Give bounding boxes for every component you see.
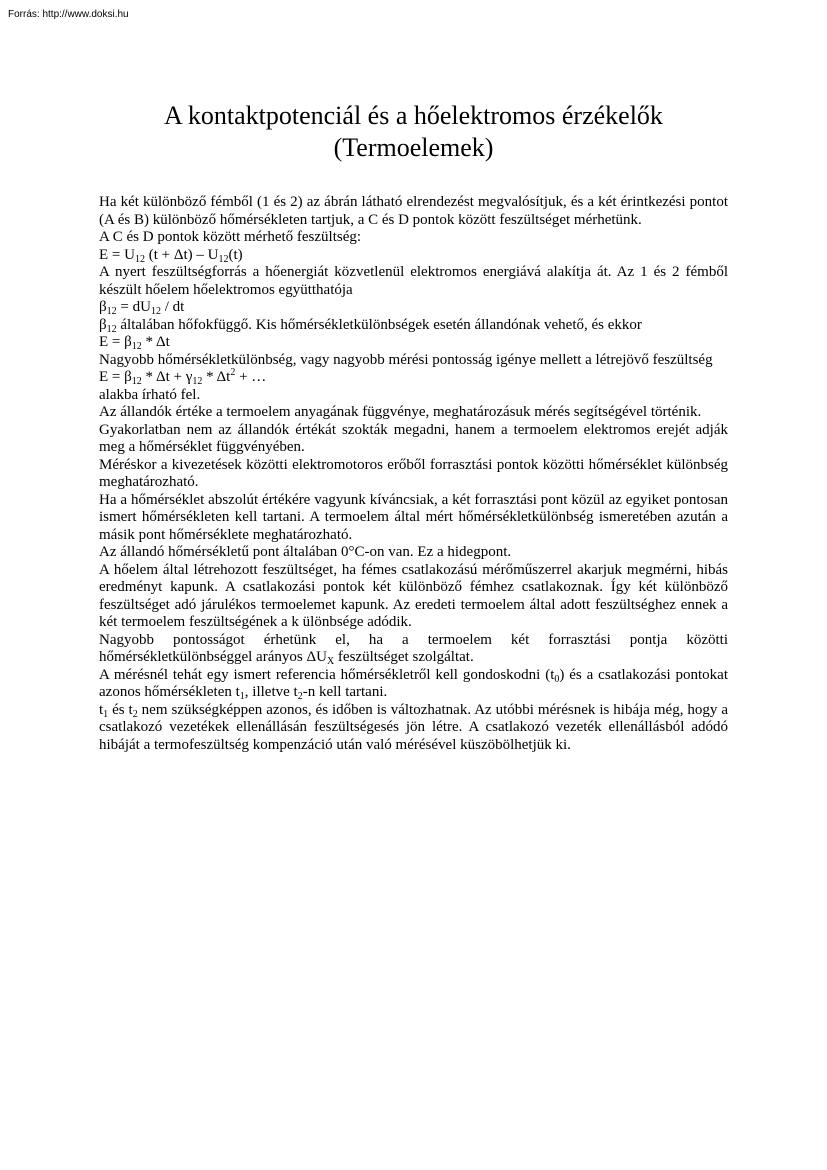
paragraph-constants: Az állandók értéke a termoelem anyagának függvénye, meghatározásuk mérés segítségével történik.: [99, 404, 702, 420]
inline-text: általában hőfokfüggő. Kis hőmérsékletkülönbségek esetén állandónak vehető, és ekkor: [116, 316, 642, 333]
inline-text: és t: [108, 701, 133, 718]
inline-text: A mérésnél tehát egy ismert referencia hőmérsékletről kell gondoskodni (t: [99, 666, 555, 683]
formula-text: * Δt: [141, 334, 170, 350]
inline-subscript: X: [326, 656, 335, 667]
formula-text: E = β: [99, 369, 132, 385]
page-title: [0, 100, 827, 164]
formula-text: (t): [228, 246, 243, 263]
formula-text: E = U: [99, 246, 135, 263]
formula-subscript: 12: [192, 376, 203, 387]
formula-text: (t + Δt) – U: [144, 246, 219, 263]
inline-subscript: 1: [239, 691, 245, 702]
formula-superscript: 2: [230, 367, 236, 378]
paragraph-source: A nyert feszültségforrás a hőenergiát közvetlenül elektromos energiává alakítja át. Az 1 és 2 fémből készült hőelem hőelektromos együtthatója: [99, 264, 728, 298]
inline-text: Nagyobb pontosságot érhetünk el, ha a termoelem két forrasztási pontja közötti hőmérsékletkülönbséggel arányos ΔU: [99, 631, 728, 665]
formula-text: E = β: [99, 334, 132, 350]
inline-text: feszültséget szolgáltat.: [334, 649, 474, 665]
paragraph-practice: Gyakorlatban nem az állandók értékát szokták megadni, hanem a termoelem elektromos erejét adják meg a hőmérséklet függvényében.: [99, 421, 728, 455]
inline-subscript: 2: [297, 691, 303, 702]
inline-text: ) és a csatlakozási pontokat azonos hőmérsékleten t: [99, 666, 728, 700]
inline-subscript: 0: [554, 673, 560, 685]
formula-subscript: 12: [106, 306, 117, 317]
paragraph-absolute: Ha a hőmérséklet abszolút értékére vagyunk kíváncsiak, a két forrasztási pont közül az egyiket pontosan ismert hőmérsékleten kell tartani. A termoelem által mért hőmérsékletkülönbség ismeretében azután a másik pont hőmérséklete meghatározható.: [99, 491, 728, 543]
formula-subscript: 12: [134, 253, 145, 265]
paragraph-error: A hőelem által létrehozott feszültséget, ha fémes csatlakozású mérőműszerrel akarjuk megmérni, hibás eredményt kapunk. A csatlakozási pontok két különböző fémhez csatlakoznak. Így két különböző feszültséget adó járulékos termoelemet kapunk. Az eredeti termoelem által adott feszültséghez ennek a két termoelem feszültségének a k ülönbsége adódik.: [99, 561, 728, 630]
source-url: Forrás: http://www.doksi.hu: [8, 9, 129, 20]
formula-polynomial: [99, 369, 728, 387]
inline-text: -n kell tartani.: [302, 684, 388, 700]
formula-linear: [99, 334, 728, 352]
title-line-2: (Termoelemek): [333, 133, 494, 162]
formula-text: * Δt + γ: [141, 369, 193, 385]
paragraph-accuracy: [99, 632, 728, 667]
paragraph-compensation: [99, 702, 728, 755]
formula-subscript: 12: [150, 306, 161, 317]
paragraph-cold-junction: Az állandó hőmérsékletű pont általában 0°C-on van. Ez a hidegpont.: [99, 544, 512, 560]
inline-text: , illetve t: [244, 684, 298, 700]
inline-subscript: 12: [106, 323, 117, 335]
formula-text: / dt: [160, 299, 185, 315]
document-body: [99, 194, 728, 754]
inline-subscript: 2: [132, 708, 138, 720]
inline-text: t: [99, 701, 104, 718]
formula-subscript: 12: [218, 253, 229, 265]
formula-text: β: [99, 299, 107, 315]
paragraph-intro: Ha két különböző fémből (1 és 2) az ábrán látható elrendezést megvalósítjuk, és a két érintkezési pontot (A és B) különböző hőmérsékleten tartjuk, a C és D pontok között feszültséget mérhetünk.: [99, 194, 728, 228]
paragraph-higher-precision: Nagyobb hőmérsékletkülönbség, vagy nagyobb mérési pontosság igénye mellett a létrejövő feszültség: [99, 351, 713, 368]
paragraph-voltage-label: A C és D pontok között mérhető feszültség:: [99, 229, 362, 245]
title-line-1: A kontaktpotenciál és a hőelektromos érzékelők: [164, 101, 663, 130]
formula-coefficient: [99, 299, 728, 317]
paragraph-reference: [99, 667, 728, 702]
formula-subscript: 12: [131, 376, 142, 387]
formula-subscript: 12: [131, 341, 142, 352]
paragraph-form: alakba írható fel.: [99, 386, 201, 403]
formula-emf: [99, 247, 728, 265]
inline-subscript: 1: [103, 708, 109, 720]
inline-text: nem szükségképpen azonos, és időben is változhatnak. Az utóbbi mérésnek is hibája még, hogy a csatlakozó vezetékek ellenállásán feszültségesés jön létre. A csatlakozó vezeték ellenállásból adódó hibáját a termofeszültség kompenzáció után való mérésével küszöbölhetjük ki.: [99, 701, 728, 753]
formula-text: * Δt: [202, 369, 231, 385]
paragraph-measurement: Méréskor a kivezetések közötti elektromotoros erőből forrasztási pontok közötti hőmérséklet különbség meghatározható.: [99, 456, 728, 490]
paragraph-temperature-dependence: [99, 317, 728, 335]
inline-text: β: [99, 316, 107, 333]
formula-text: = dU: [116, 299, 151, 315]
formula-text: + …: [235, 369, 267, 385]
